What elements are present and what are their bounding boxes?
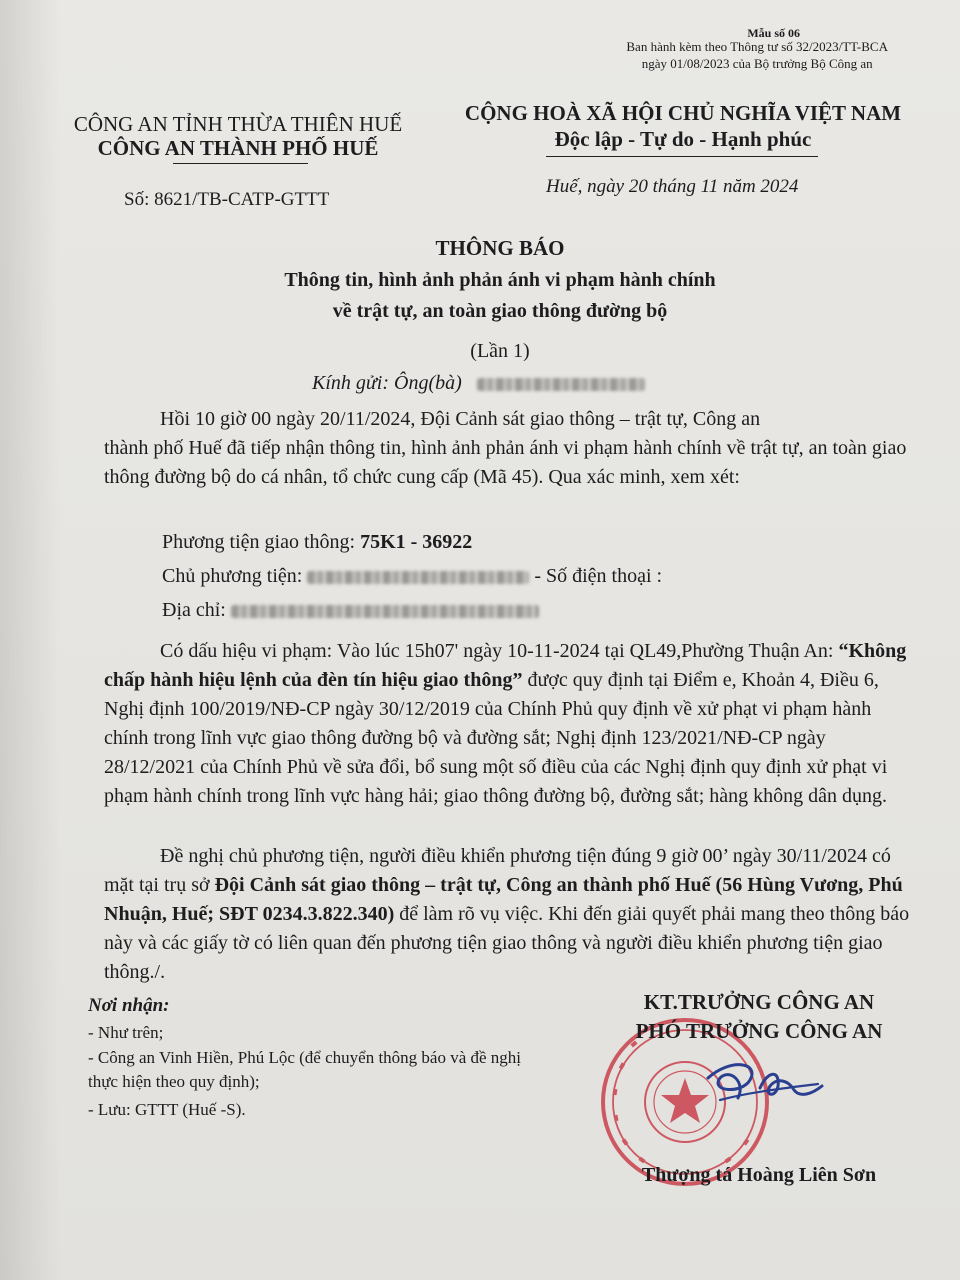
phone-label: - Số điện thoại : [529,565,663,587]
violation-legal-basis: được quy định tại Điểm e, Khoản 4, Điều 6, Nghị định 100/2019/NĐ-CP ngày 30/12/2019 của Chính Phủ quy định về xử phạt vi phạm hành chính trong lĩnh vực giao thông đường bộ và đường sắt; Nghị định 123/2021/NĐ-CP ngày 28/12/2021 của Chính Phủ về sửa đổi, bổ sung một số điều của các Nghị định quy định xử phạt vi phạm hành chính trong lĩnh vực hàng hải; giao thông đường bộ, đường sắt; hàng không dân dụng. [104,669,888,807]
document-subtitle-line1: Thông tin, hình ảnh phản ánh vi phạm hành chính [284,269,716,291]
form-code: Mẫu số 06 [747,26,800,40]
handwritten-signature [690,1048,830,1128]
violation-paragraph [104,637,920,811]
signature-authority-line1: KT.TRƯỞNG CÔNG AN [643,990,875,1014]
owner-label: Chủ phương tiện: [162,565,308,587]
document-number: Số: 8621/TB-CATP-GTTT [124,189,330,210]
form-source-line2: ngày 01/08/2023 của Bộ trưởng Bộ Công an [641,56,873,71]
recipient-item: - Lưu: GTTT (Huế -S). [88,1100,246,1119]
redacted-owner-name [307,571,529,584]
national-motto: Độc lập - Tự do - Hạnh phúc [554,127,812,151]
greeting-label: Kính gửi: Ông(bà) [312,372,462,394]
form-source-line1: Ban hành kèm theo Thông tư số 32/2023/TT-BCA [626,39,888,54]
intro-paragraph [104,405,920,492]
notice-round: (Lần 1) [470,340,530,362]
signature-authority-line2: PHÓ TRƯỞNG CÔNG AN [635,1019,883,1043]
form-source [626,38,888,72]
country-name: CỘNG HOÀ XÃ HỘI CHỦ NGHĨA VIỆT NAM [464,101,902,125]
violation-prefix: Có dấu hiệu vi phạm: Vào lúc 15h07' ngày 10-11-2024 tại QL49,Phường Thuận An: [160,640,839,662]
redacted-recipient-name [477,378,645,391]
document-title: THÔNG BÁO [435,236,565,260]
greeting [312,372,645,395]
recipients-title: Nơi nhận: [88,995,170,1016]
recipient-item: - Công an Vinh Hiền, Phú Lộc (để chuyển thông báo và đề nghị thực hiện theo quy định); [88,1048,522,1091]
motto-underline [546,156,818,157]
agency-parent: CÔNG AN TỈNH THỪA THIÊN HUẾ [73,112,403,136]
document-subtitle-line2: về trật tự, an toàn giao thông đường bộ [332,300,668,322]
agency-underline [173,163,308,164]
intro-rest: thành phố Huế đã tiếp nhận thông tin, hình ảnh phản ánh vi phạm hành chính về trật tự, an toàn giao thông đường bộ do cá nhân, tổ chức cung cấp (Mã 45). Qua xác minh, xem xét: [104,437,907,488]
agency-issuer: CÔNG AN THÀNH PHỐ HUẾ [97,136,379,160]
owner-row [162,565,662,588]
address-label: Địa chỉ: [162,599,231,621]
vehicle-plate: 75K1 - 36922 [360,531,473,553]
signer-name: Thượng tá Hoàng Liên Sơn [641,1164,877,1186]
place-date: Huế, ngày 20 tháng 11 năm 2024 [546,176,799,197]
vehicle-row [162,531,472,554]
redacted-address [231,605,539,618]
request-office: Đội Cảnh sát giao thông – trật tự, Công an thành phố Huế (56 Hùng Vương, Phú Nhuận, Huế; SĐT 0234.3.822.340) [104,874,903,925]
vehicle-label: Phương tiện giao thông: [162,531,361,553]
address-row [162,599,539,622]
recipient-item: - Như trên; [88,1023,164,1042]
request-paragraph [104,842,920,987]
request-suffix: để làm rõ vụ việc. Khi đến giải quyết phải mang theo thông báo này và các giấy tờ có liên quan đến phương tiện giao thông và người điều khiển phương tiện giao thông./. [104,903,910,983]
request-prefix: Đề nghị chủ phương tiện, người điều khiển phương tiện đúng 9 giờ 00’ ngày 30/11/2024 có mặt tại trụ sở [104,845,891,896]
violation-name: “Không chấp hành hiệu lệnh của đèn tín hiệu giao thông” [104,640,907,691]
page-shadow [0,0,60,1280]
intro-first-line: Hồi 10 giờ 00 ngày 20/11/2024, Đội Cảnh sát giao thông – trật tự, Công an [160,408,761,430]
